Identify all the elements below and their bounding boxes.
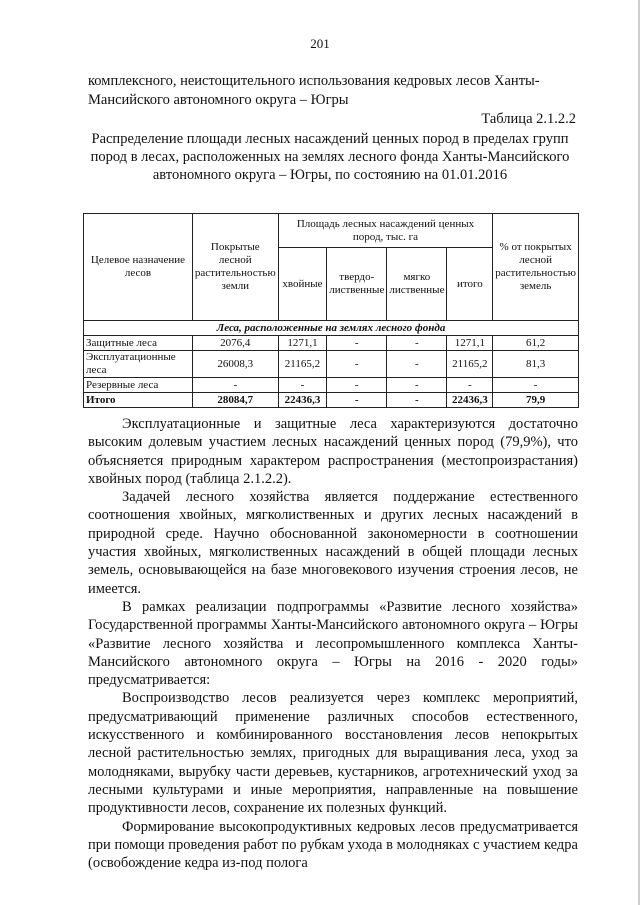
intro-text: комплексного, неистощительного использования кедровых лесов Ханты-Мансийского автономного округа – Югры: [88, 73, 540, 108]
header-percent: % от покрытых лесной растительностью земель: [493, 214, 579, 321]
section-title: Леса, расположенные на землях лесного фонда: [84, 321, 579, 336]
header-total: итого: [447, 248, 493, 321]
page-number: 201: [310, 36, 330, 51]
paragraph: Воспроизводство лесов реализуется через комплекс мероприятий, предусматривающий применение различных способов естественного, искусственного и комбинированного восстановления лесов непокрытых лесной растительностью землях, пригодных для выращивания леса, уход за молодняками, вырубку части деревьев, кустарников, агротехнический уход за лесными культурами и иные мероприятия, направленные на повышение продуктивности лесов, сохранение их полезных функций.: [88, 690, 578, 817]
table-label: Таблица 2.1.2.2: [481, 111, 576, 127]
paragraph: В рамках реализации подпрограммы «Развитие лесного хозяйства» Государственной программы Ханты-Мансийского автономного округа – Югры «Развитие лесного хозяйства и лесопромышленного комплекса Ханты-Мансийского автономного округа – Югры на 2016 - 2020 годы» предусматривается:: [88, 598, 578, 689]
cell-conifer: 22436,3: [278, 393, 327, 408]
cell-hardwood: -: [327, 336, 387, 351]
cell-conifer: -: [278, 378, 327, 393]
cell-hardwood: -: [327, 351, 387, 378]
paragraph: Формирование высокопродуктивных кедровых лесов предусматривается при помощи проведения работ по рубкам ухода в молодняках с участием кедра (освобождение кедра из-под полога: [88, 818, 578, 872]
cell-conifer: 21165,2: [278, 351, 327, 378]
cell-covered: 26008,3: [192, 351, 278, 378]
cell-hardwood: -: [327, 393, 387, 408]
cell-total: 21165,2: [447, 351, 493, 378]
header-purpose: Целевое назначение лесов: [84, 214, 193, 321]
header-covered: Покрытые лесной растительностью земли: [192, 214, 278, 321]
paragraph: Эксплуатационные и защитные леса характеризуются достаточно высоким долевым участием лесных насаждений ценных пород (79,9%), что объясняется природным характером распространения (местопроизрастания) хвойных пород (таблица 2.1.2.2).: [88, 416, 578, 487]
cell-covered: 2076,4: [192, 336, 278, 351]
table-caption: Распределение площади лесных насаждений ценных пород в пределах групп пород в лесах, расположенных на землях лесного фонда Ханты-Мансийского автономного округа – Югры, по состоянию на 01.01.2016: [90, 131, 570, 183]
header-area-group: Площадь лесных насаждений ценных пород, тыс. га: [278, 214, 493, 248]
row-name: Итого: [84, 393, 193, 408]
cell-conifer: 1271,1: [278, 336, 327, 351]
cell-total: -: [447, 378, 493, 393]
row-name: Эксплуатационные леса: [84, 351, 193, 378]
header-conifer: хвойные: [278, 248, 327, 321]
cell-total: 1271,1: [447, 336, 493, 351]
forest-area-table: [83, 213, 579, 408]
table-row: [84, 351, 579, 378]
row-name: Резервные леса: [84, 378, 193, 393]
cell-softwood: -: [387, 336, 447, 351]
cell-softwood: -: [387, 351, 447, 378]
header-softwood: мягко лиственные: [387, 248, 447, 321]
cell-percent: -: [493, 378, 579, 393]
row-name: Защитные леса: [84, 336, 193, 351]
cell-covered: 28084,7: [192, 393, 278, 408]
cell-hardwood: -: [327, 378, 387, 393]
header-hardwood: твердо-лиственные: [327, 248, 387, 321]
cell-softwood: -: [387, 393, 447, 408]
table-row: [84, 336, 579, 351]
cell-percent: 81,3: [493, 351, 579, 378]
cell-total: 22436,3: [447, 393, 493, 408]
cell-percent: 61,2: [493, 336, 579, 351]
cell-percent: 79,9: [493, 393, 579, 408]
total-row: [84, 393, 579, 408]
paragraph: Задачей лесного хозяйства является поддержание естественного соотношения хвойных, мягколиственных и других лесных насаждений в природной среде. Научно обоснованной закономерности в соотношении участия хвойных, мягколиственных насаждений в общей площади лесных земель, основывающейся на базе многовекового изучения строения лесов, не имеется.: [88, 489, 578, 597]
table-row: [84, 378, 579, 393]
cell-softwood: -: [387, 378, 447, 393]
cell-covered: -: [192, 378, 278, 393]
body-text: [88, 415, 578, 872]
